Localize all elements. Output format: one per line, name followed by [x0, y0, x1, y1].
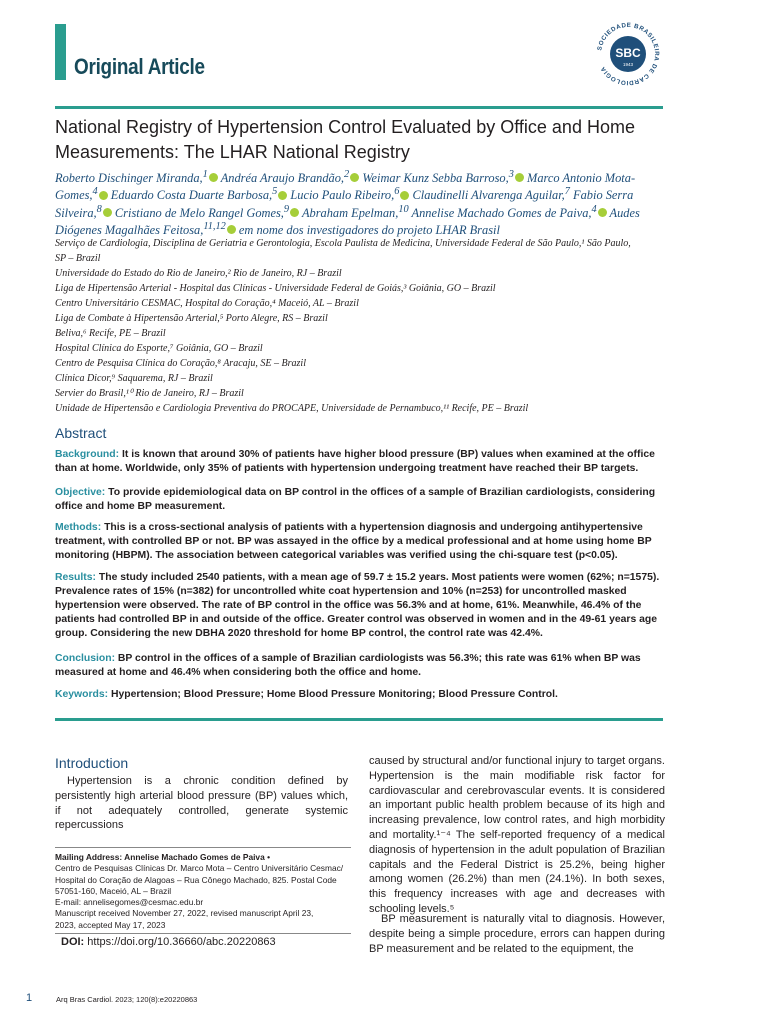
orcid-icon[interactable]	[515, 173, 524, 182]
doi-link[interactable]: https://doi.org/10.36660/abc.20220863	[87, 936, 276, 948]
abstract-results: Results: The study included 2540 patients, with a mean age of 59.7 ± 15.2 years. Most patients were women (62%; n=1575). Prevalence rates of 15% (n=382) for uncontrolled white coat hypertension and 10% (n=253) for uncontrolled masked hypertension were observed. The rate of BP control in the office was 56.3% and at home, 61%. Meanwhile, 46.4% of the patients had controlled BP in and outside of the office. Greater control was observed in women and in the 49-61 years age group. Considering the new DBHA 2020 threshold for home BP control, the control rate was 42.4%.	[55, 572, 660, 639]
author: Eduardo Costa Duarte Barbosa,	[110, 188, 273, 203]
affiliation: Clínica Dicor,⁹ Saquarema, RJ – Brazil	[55, 373, 213, 384]
author: Weimar Kunz Sebba Barroso,	[362, 171, 509, 186]
correspondence: Mailing Address: Annelise Machado Gomes de Paiva • Centro de Pesquisas Clínicas Dr. Marco Mota – Centro Universitário Cesmac/ Hospital do Coração de Alagoas – Rua Cônego Machado, 825. Postal Code 57051-160, Maceió, AL – Brazil E-mail: annelisegomes@cesmac.edu.br Manuscript received November 27, 2022, revised manuscript April 23, 2023, accepted May 17, 2023	[55, 852, 353, 931]
abstract-keywords: Keywords: Hypertension; Blood Pressure; Home Blood Pressure Monitoring; Blood Pressure Control.	[55, 689, 558, 700]
affiliation: Centro Universitário CESMAC, Hospital do Coração,⁴ Maceió, AL – Brazil	[55, 298, 359, 309]
affiliation: Liga de Hipertensão Arterial - Hospital das Clínicas - Universidade Federal de Goiás,³ Goiânia, GO – Brazil	[55, 283, 496, 294]
svg-text:SOCIEDADE BRASILEIRA DE CARDIO: SOCIEDADE BRASILEIRA DE CARDIOLOGIA	[596, 21, 661, 87]
doi: DOI: https://doi.org/10.36660/abc.20220863	[61, 936, 276, 948]
intro-paragraph-right-2: BP measurement is naturally vital to diagnosis. However, despite being a simple procedure, errors can happen during BP measurement and be related to the equipment, the	[369, 913, 665, 955]
article-title: National Registry of Hypertension Control Evaluated by Office and Home Measurements: The LHAR National Registry	[55, 117, 635, 162]
footer-citation: Arq Bras Cardiol. 2023; 120(8):e20220863	[56, 995, 198, 1004]
affiliation: Hospital Clínica do Esporte,⁷ Goiânia, GO – Brazil	[55, 343, 263, 354]
orcid-icon[interactable]	[598, 208, 607, 217]
page-number: 1	[26, 992, 33, 1004]
author: Andréa Araujo Brandão,	[220, 171, 345, 186]
header-accent-bar	[55, 24, 66, 80]
orcid-icon[interactable]	[227, 225, 236, 234]
logo-text: SBC	[615, 46, 641, 60]
email-link[interactable]: E-mail: annelisegomes@cesmac.edu.br	[55, 897, 204, 908]
affiliation: Liga de Combate à Hipertensão Arterial,⁵ Porto Alegre, RS – Brazil	[55, 313, 328, 324]
author: Claudinelli Alvarenga Aguilar,	[412, 188, 565, 203]
section-label: Original Article	[74, 54, 205, 79]
affiliation: Serviço de Cardiologia, Disciplina de Geriatria e Gerontologia, Escola Paulista de Medicina, Universidade Federal de São Paulo,¹ São Paulo,	[55, 238, 631, 249]
author: Lucio Paulo Ribeiro,	[290, 188, 395, 203]
sbc-logo	[592, 18, 664, 90]
affiliation: Servier do Brasil,¹⁰ Rio de Janeiro, RJ – Brazil	[55, 388, 244, 399]
affiliation: Unidade de Hipertensão e Cardiologia Preventiva do PROCAPE, Universidade de Pernambuco,¹¹ Recife, PE – Brazil	[55, 403, 529, 414]
author: Abraham Epelman,	[301, 205, 399, 220]
orcid-icon[interactable]	[400, 191, 409, 200]
abstract-objective: Objective: To provide epidemiological data on BP control in the offices of a sample of Brazilian cardiologists, considering office and home BP measurement.	[55, 487, 656, 512]
affiliation: Centro de Pesquisa Clínica do Coração,⁸ Aracaju, SE – Brazil	[55, 358, 306, 369]
orcid-icon[interactable]	[350, 173, 359, 182]
abstract-rule	[55, 718, 663, 721]
orcid-icon[interactable]	[103, 208, 112, 217]
orcid-icon[interactable]	[99, 191, 108, 200]
affiliation: Beliva,⁶ Recife, PE – Brazil	[55, 328, 166, 339]
author: Roberto Dischinger Miranda,	[55, 171, 203, 186]
orcid-icon[interactable]	[278, 191, 287, 200]
abstract-background: Background: It is known that around 30% of patients have higher blood pressure (BP) values when examined at the office than at home. Worldwide, only 35% of patients with hypertension undergoing treatment have reached their BP targets.	[55, 449, 655, 474]
abstract-conclusion: Conclusion: BP control in the offices of a sample of Brazilian cardiologists was 56.3%; this rate was 61% when BP was measured at home and 46.4% when considering both the office and home.	[55, 653, 641, 678]
affiliation: SP – Brazil	[55, 253, 101, 264]
logo-year: 1943	[622, 62, 634, 67]
doi-rule	[55, 933, 351, 934]
author: Annelise Machado Gomes de Paiva,	[411, 205, 592, 220]
author: Audes Diógenes Magalhães Feitosa,	[55, 205, 640, 238]
author: Cristiano de Melo Rangel Gomes,	[114, 205, 284, 220]
author: Fabio Serra Silveira,	[55, 188, 634, 220]
correspondence-rule	[55, 847, 351, 848]
introduction-heading: Introduction	[55, 755, 129, 771]
orcid-icon[interactable]	[290, 208, 299, 217]
abstract-heading: Abstract	[55, 425, 107, 441]
intro-paragraph-left: Hypertension is a chronic condition defined by persistently high arterial blood pressure (BP) values which, if not adequately controlled, generate systemic repercussions	[55, 775, 348, 832]
affiliation: Universidade do Estado do Rio de Janeiro,² Rio de Janeiro, RJ – Brazil	[55, 268, 342, 279]
author: Marco Antonio Mota-Gomes,	[55, 171, 636, 203]
orcid-icon[interactable]	[209, 173, 218, 182]
author-group: em nome dos investigadores do projeto LHAR Brasil	[238, 223, 500, 238]
affiliations	[55, 236, 667, 416]
author-list: Roberto Dischinger Miranda,$^1$ Andréa Araujo Brandão,$^2$ Weimar Kunz Sebba Barroso,$^3$ Marco Antonio Mota-Gomes,$^4$ Eduardo Costa Duarte Barbosa,$^5$ Lucio Paulo Ribeiro,$^6$ Claudinelli Alvarenga Aguilar,$^7$ Fabio Serra Silveira,$^8$ Cristiano de Melo Rangel Gomes,$^9$ Abraham Epelman,$^{10}$ Annelise Machado Gomes de Paiva,$^4$ Audes Diógenes Magalhães Feitosa,$^{11,12}$ em nome dos investigadores do projeto LHAR Brasil	[55, 169, 640, 238]
header-rule	[55, 106, 663, 109]
abstract-methods: Methods: This is a cross-sectional analysis of patients with a hypertension diagnosis and undergoing antihypertensive treatment, with controlled BP or not. BP was assayed in the office by a medical professional and at home using home BP monitoring (HBPM). The association between categorical variables was verified using the chi-square test (p<0.05).	[55, 522, 652, 561]
intro-paragraph-right-1: caused by structural and/or functional injury to target organs. Hypertension is the main modifiable risk factor for cardiovascular and cerebrovascular events. It is considered an important public health problem because of its high and increasing prevalence, low control rates, and high morbidity and mortality.¹⁻⁴ The self-reported frequency of a medical diagnosis of hypertension in the adult population of Brazilian capitals and the Federal District is 25.2%, being higher among women (26.2%) than men (24.1%). In both sexes, this frequency increases with age and decreases with schooling levels.⁵	[369, 755, 665, 915]
